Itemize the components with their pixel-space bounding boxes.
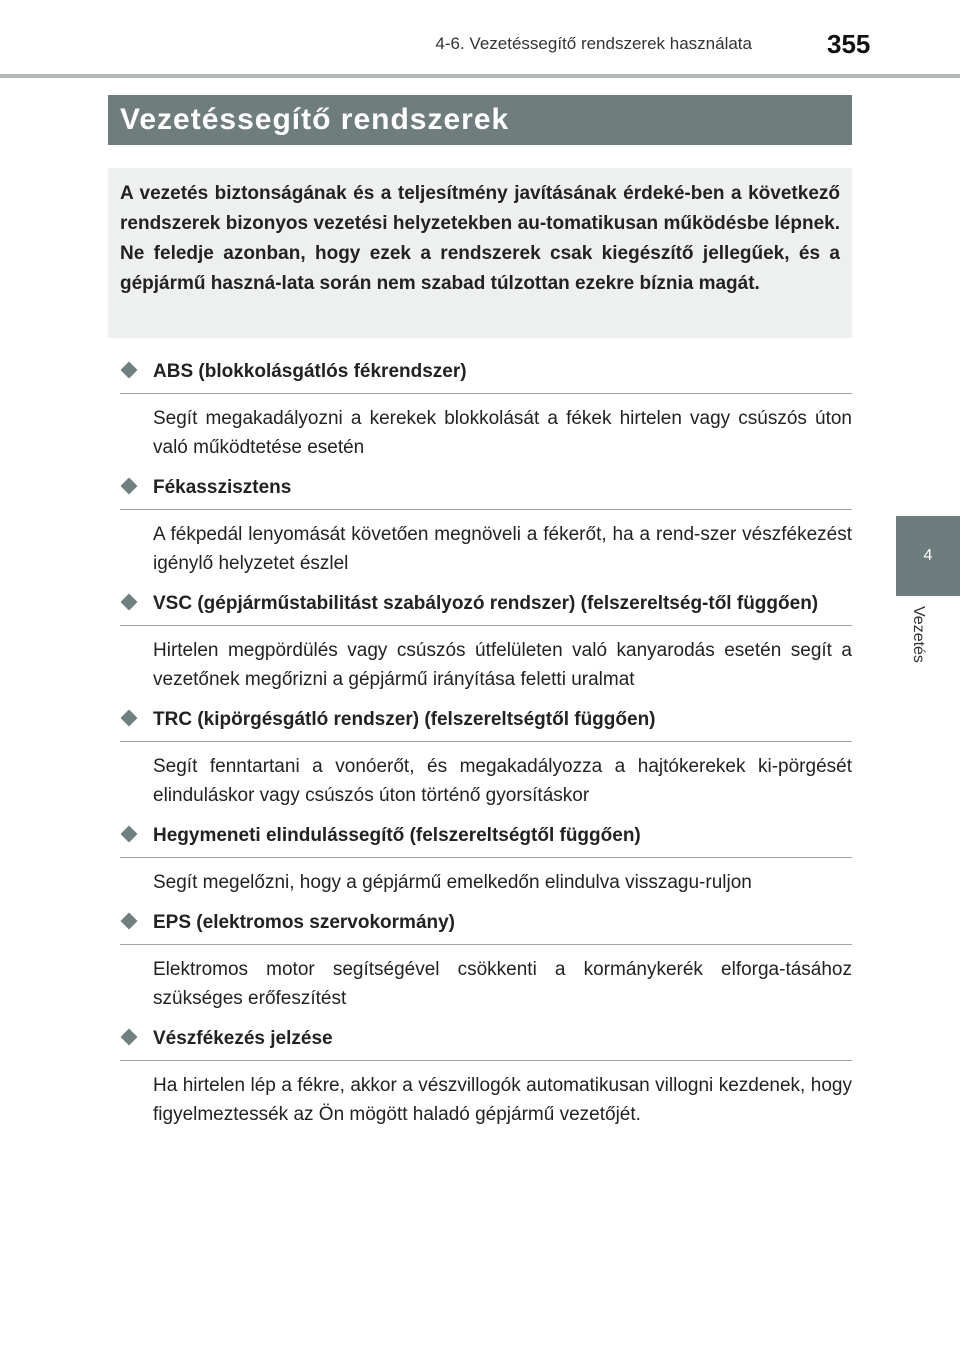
diamond-bullet-icon bbox=[120, 361, 137, 378]
feature-title: ABS (blokkolásgátlós fékrendszer) bbox=[153, 361, 467, 382]
feature-description: A fékpedál lenyomását követően megnöveli a fékerőt, ha a rend-szer vészfékezést igénylő helyzetet észlel bbox=[153, 524, 852, 574]
feature-title: Hegymeneti elindulássegítő (felszereltségtől függően) bbox=[153, 825, 641, 846]
intro-text: A vezetés biztonságának és a teljesítmény javításának érdeké-ben a következő rendszerek bizonyos vezetési helyzetekben au-tomatikusan működésbe lépnek. Ne feledje azonban, hogy ezek a rendszerek csak kiegészítő jellegűek, és a gépjármű haszná-lata során nem szabad túlzottan ezekre bíznia magát. bbox=[120, 183, 840, 294]
feature-header bbox=[120, 821, 852, 858]
feature-header bbox=[120, 908, 852, 945]
feature-description: Elektromos motor segítségével csökkenti a kormánykerék elforga-tásához szükséges erőfeszítést bbox=[153, 959, 852, 1009]
diamond-bullet-icon bbox=[120, 1028, 137, 1045]
feature-item bbox=[120, 908, 852, 1013]
feature-header bbox=[120, 1024, 852, 1061]
feature-header bbox=[120, 473, 852, 510]
feature-item bbox=[120, 705, 852, 810]
feature-description: Ha hirtelen lép a fékre, akkor a vészvillogók automatikusan villogni kezdenek, hogy figyelmeztessék az Ön mögött haladó gépjármű vezetőjét. bbox=[153, 1075, 852, 1125]
feature-description: Hirtelen megpördülés vagy csúszós útfelületen való kanyarodás esetén segít a vezetőnek megőrizni a gépjármű irányítása feletti uralmat bbox=[153, 640, 852, 690]
chapter-name: Vezetés bbox=[910, 606, 927, 663]
diamond-bullet-icon bbox=[120, 709, 137, 726]
diamond-bullet-icon bbox=[120, 825, 137, 842]
header-section: 4-6. Vezetéssegítő rendszerek használata bbox=[435, 34, 752, 53]
diamond-bullet-icon bbox=[120, 912, 137, 929]
diamond-bullet-icon bbox=[120, 477, 137, 494]
feature-title: TRC (kipörgésgátló rendszer) (felszereltségtől függően) bbox=[153, 709, 656, 730]
chapter-number: 4 bbox=[923, 547, 933, 564]
feature-description: Segít megakadályozni a kerekek blokkolását a fékek hirtelen vagy csúszós úton való működtetése esetén bbox=[153, 408, 852, 458]
feature-title: Fékasszisztens bbox=[153, 477, 292, 498]
diamond-bullet-icon bbox=[120, 593, 137, 610]
page-number: 355 bbox=[827, 29, 871, 59]
feature-item bbox=[120, 589, 852, 694]
feature-list bbox=[120, 357, 852, 1129]
intro-box bbox=[108, 168, 852, 338]
feature-item bbox=[120, 821, 852, 897]
feature-title: Vészfékezés jelzése bbox=[153, 1028, 333, 1049]
feature-title: EPS (elektromos szervokormány) bbox=[153, 912, 456, 933]
feature-description: Segít megelőzni, hogy a gépjármű emelkedőn elindulva visszagu-ruljon bbox=[153, 872, 752, 893]
feature-item bbox=[120, 357, 852, 462]
feature-item bbox=[120, 473, 852, 578]
feature-title: VSC (gépjárműstabilitást szabályozó rendszer) (felszereltség-től függően) bbox=[153, 593, 819, 614]
feature-description: Segít fenntartani a vonóerőt, és megakadályozza a hajtókerekek ki-pörgését elinduláskor vagy csúszós úton történő gyorsításkor bbox=[153, 756, 852, 806]
page-title: Vezetéssegítő rendszerek bbox=[108, 95, 852, 145]
feature-header bbox=[120, 357, 852, 394]
feature-item bbox=[120, 1024, 852, 1129]
feature-header bbox=[120, 705, 852, 742]
chapter-tab bbox=[896, 516, 960, 596]
feature-header bbox=[120, 589, 852, 626]
header-rule bbox=[0, 74, 960, 78]
